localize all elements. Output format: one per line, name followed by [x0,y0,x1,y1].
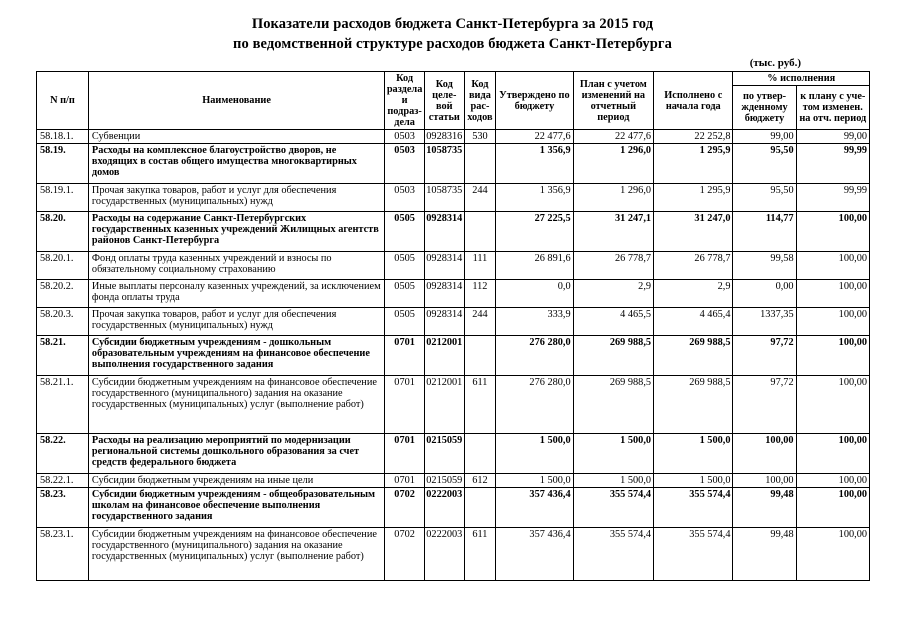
cell-ispolneno: 1 295,9 [654,144,733,184]
cell-kod-vida [464,336,496,376]
cell-name: Прочая закупка товаров, работ и услуг для обеспечения государственных (муниципальных) нужд [88,184,384,212]
cell-kod-razdela: 0505 [385,252,425,280]
table-row [37,488,870,528]
budget-table [36,71,870,581]
cell-kod-razdela: 0701 [385,434,425,474]
cell-kod-vida: 244 [464,184,496,212]
cell-plan: 2,9 [573,280,653,308]
cell-pct-plan: 100,00 [796,528,869,581]
table-row [37,252,870,280]
cell-plan: 355 574,4 [573,528,653,581]
cell-utverzhdeno: 276 280,0 [496,376,573,434]
cell-ispolneno: 355 574,4 [654,528,733,581]
cell-num: 58.22.1. [37,474,89,488]
cell-name: Субвенции [88,130,384,144]
cell-kod-stati: 0212001 [424,376,464,434]
cell-kod-vida: 611 [464,528,496,581]
header-plan: План с учетом изменений на отчетный период [573,72,653,130]
cell-pct-plan: 99,99 [796,144,869,184]
cell-pct-budget: 99,48 [733,488,796,528]
cell-plan: 4 465,5 [573,308,653,336]
cell-ispolneno: 1 500,0 [654,434,733,474]
cell-num: 58.20.3. [37,308,89,336]
table-row [37,308,870,336]
cell-kod-razdela: 0503 [385,144,425,184]
cell-kod-stati: 0222003 [424,488,464,528]
table-row [37,528,870,581]
cell-kod-razdela: 0701 [385,474,425,488]
cell-pct-plan: 100,00 [796,308,869,336]
header-kod-razdela: Код раздела и подраз-дела [385,72,425,130]
cell-name: Субсидии бюджетным учреждениям на финансовое обеспечение государственного (муниципального) задания на оказание государственных (муниципальных) услуг (выполнение работ) [88,528,384,581]
cell-plan: 26 778,7 [573,252,653,280]
cell-kod-razdela: 0505 [385,212,425,252]
cell-name: Иные выплаты персоналу казенных учреждений, за исключением фонда оплаты труда [88,280,384,308]
cell-pct-budget: 99,58 [733,252,796,280]
table-row [37,184,870,212]
cell-pct-budget: 114,77 [733,212,796,252]
cell-pct-plan: 100,00 [796,434,869,474]
cell-kod-razdela: 0505 [385,308,425,336]
cell-name: Субсидии бюджетным учреждениям на иные цели [88,474,384,488]
cell-kod-stati: 1058735 [424,184,464,212]
cell-ispolneno: 269 988,5 [654,336,733,376]
table-row [37,130,870,144]
header-ispolneno: Исполнено с начала года [654,72,733,130]
header-utverzhdeno: Утверждено по бюджету [496,72,573,130]
cell-kod-vida: 611 [464,376,496,434]
cell-plan: 31 247,1 [573,212,653,252]
cell-pct-plan: 100,00 [796,376,869,434]
document-subtitle: по ведомственной структуре расходов бюджета Санкт-Петербурга [233,36,672,52]
cell-ispolneno: 355 574,4 [654,488,733,528]
cell-utverzhdeno: 1 356,9 [496,144,573,184]
cell-utverzhdeno: 357 436,4 [496,528,573,581]
cell-kod-stati: 0215059 [426,475,463,486]
cell-pct-plan: 100,00 [796,474,869,488]
cell-utverzhdeno: 1 500,0 [496,434,573,474]
cell-pct-budget: 95,50 [733,144,796,184]
cell-kod-stati: 0212001 [424,336,464,376]
cell-pct-budget: 100,00 [733,434,796,474]
cell-plan: 355 574,4 [573,488,653,528]
table-row [37,212,870,252]
cell-kod-razdela: 0702 [385,528,425,581]
cell-kod-razdela: 0702 [385,488,425,528]
header-num: N п/п [37,72,89,130]
cell-num: 58.18.1. [37,130,89,144]
document-title: Показатели расходов бюджета Санкт-Петербурга за 2015 год [251,16,654,32]
cell-num: 58.21. [37,336,89,376]
cell-plan: 22 477,6 [573,130,653,144]
table-row [37,336,870,376]
cell-utverzhdeno: 1 356,9 [496,184,573,212]
cell-num: 58.20. [37,212,89,252]
cell-name: Расходы на содержание Санкт-Петербургских государственных казенных учреждений Жилищных агентств районов Санкт-Петербурга [88,212,384,252]
cell-name: Субсидии бюджетным учреждениям на финансовое обеспечение государственного (муниципального) задания на оказание государственных (муниципальных) услуг (выполнение работ) [88,376,384,434]
cell-pct-budget: 99,48 [733,528,796,581]
cell-kod-stati: 0928316 [426,131,463,142]
cell-num: 58.19.1. [37,184,89,212]
cell-kod-vida: 111 [464,252,496,280]
cell-ispolneno: 2,9 [654,280,733,308]
cell-name: Прочая закупка товаров, работ и услуг для обеспечения государственных (муниципальных) нужд [88,308,384,336]
cell-ispolneno: 31 247,0 [654,212,733,252]
cell-pct-budget: 1337,35 [733,308,796,336]
cell-pct-budget: 99,00 [733,130,796,144]
cell-pct-plan: 99,00 [796,130,869,144]
table-row [37,144,870,184]
header-kod-stati: Код целе-вой статьи [424,72,464,130]
cell-kod-vida [464,488,496,528]
cell-kod-stati: 0928314 [424,212,464,252]
cell-name: Субсидии бюджетным учреждениям - дошкольным образовательным учреждениям на финансовое обеспечение выполнения государственного задания [88,336,384,376]
cell-kod-vida [464,434,496,474]
cell-ispolneno: 1 500,0 [654,474,733,488]
cell-num: 58.20.1. [37,252,89,280]
cell-kod-vida: 244 [464,308,496,336]
cell-pct-budget: 95,50 [733,184,796,212]
cell-plan: 1 500,0 [573,434,653,474]
cell-utverzhdeno: 333,9 [496,308,573,336]
cell-num: 58.19. [37,144,89,184]
cell-ispolneno: 4 465,4 [654,308,733,336]
cell-kod-vida: 612 [464,474,496,488]
cell-ispolneno: 269 988,5 [654,376,733,434]
cell-kod-stati: 0928314 [424,252,464,280]
cell-name: Расходы на реализацию мероприятий по модернизации региональной системы дошкольного образования за счет средств федерального бюджета [88,434,384,474]
cell-name: Расходы на комплексное благоустройство дворов, не входящих в состав общего имущества многоквартирных домов [88,144,384,184]
cell-plan: 269 988,5 [573,336,653,376]
cell-plan: 1 296,0 [573,184,653,212]
cell-ispolneno: 22 252,8 [654,130,733,144]
cell-plan: 1 500,0 [573,474,653,488]
cell-name: Субсидии бюджетным учреждениям - общеобразовательным школам на финансовое обеспечение выполнения государственного задания [88,488,384,528]
cell-ispolneno: 1 295,9 [654,184,733,212]
cell-kod-vida: 112 [464,280,496,308]
cell-kod-stati: 0222003 [424,528,464,581]
cell-utverzhdeno: 0,0 [496,280,573,308]
cell-num: 58.21.1. [37,376,89,434]
cell-plan: 1 296,0 [573,144,653,184]
header-pct-group: % исполнения [733,72,870,86]
cell-name: Фонд оплаты труда казенных учреждений и взносы по обязательному социальному страхованию [88,252,384,280]
table-body [37,130,870,581]
cell-num: 58.23.1. [37,528,89,581]
cell-utverzhdeno: 276 280,0 [496,336,573,376]
header-pct-budget: по утвер-жденному бюджету [733,86,796,130]
cell-kod-razdela: 0701 [385,376,425,434]
cell-pct-budget: 97,72 [733,376,796,434]
cell-pct-plan: 99,99 [796,184,869,212]
header-name: Наименование [88,72,384,130]
cell-pct-plan: 100,00 [796,488,869,528]
cell-kod-stati: 0928314 [424,308,464,336]
cell-kod-razdela: 0503 [385,184,425,212]
cell-utverzhdeno: 26 891,6 [496,252,573,280]
cell-num: 58.23. [37,488,89,528]
units-label: (тыс. руб.) [749,57,801,69]
table-row [37,280,870,308]
cell-num: 58.20.2. [37,280,89,308]
cell-utverzhdeno: 27 225,5 [496,212,573,252]
cell-kod-stati: 0215059 [424,434,464,474]
cell-plan: 269 988,5 [573,376,653,434]
cell-pct-budget: 100,00 [733,474,796,488]
cell-pct-plan: 100,00 [796,336,869,376]
cell-utverzhdeno: 22 477,6 [496,130,573,144]
cell-pct-budget: 97,72 [733,336,796,376]
header-kod-vida: Код вида рас-ходов [464,72,496,130]
cell-ispolneno: 26 778,7 [654,252,733,280]
table-row [37,474,870,488]
cell-kod-razdela: 0505 [385,280,425,308]
header-pct-plan: к плану с уче-том изменен. на отч. период [796,86,869,130]
cell-kod-stati: 0928314 [424,280,464,308]
cell-kod-vida: 530 [464,130,496,144]
table-row [37,376,870,434]
cell-kod-stati: 1058735 [424,144,464,184]
cell-pct-plan: 100,00 [796,252,869,280]
cell-pct-plan: 100,00 [796,280,869,308]
cell-kod-razdela: 0503 [385,130,425,144]
cell-kod-razdela: 0701 [385,336,425,376]
cell-pct-plan: 100,00 [796,212,869,252]
cell-utverzhdeno: 1 500,0 [496,474,573,488]
cell-kod-vida [464,144,496,184]
cell-num: 58.22. [37,434,89,474]
cell-utverzhdeno: 357 436,4 [496,488,573,528]
cell-kod-vida [464,212,496,252]
table-row [37,434,870,474]
cell-pct-budget: 0,00 [733,280,796,308]
